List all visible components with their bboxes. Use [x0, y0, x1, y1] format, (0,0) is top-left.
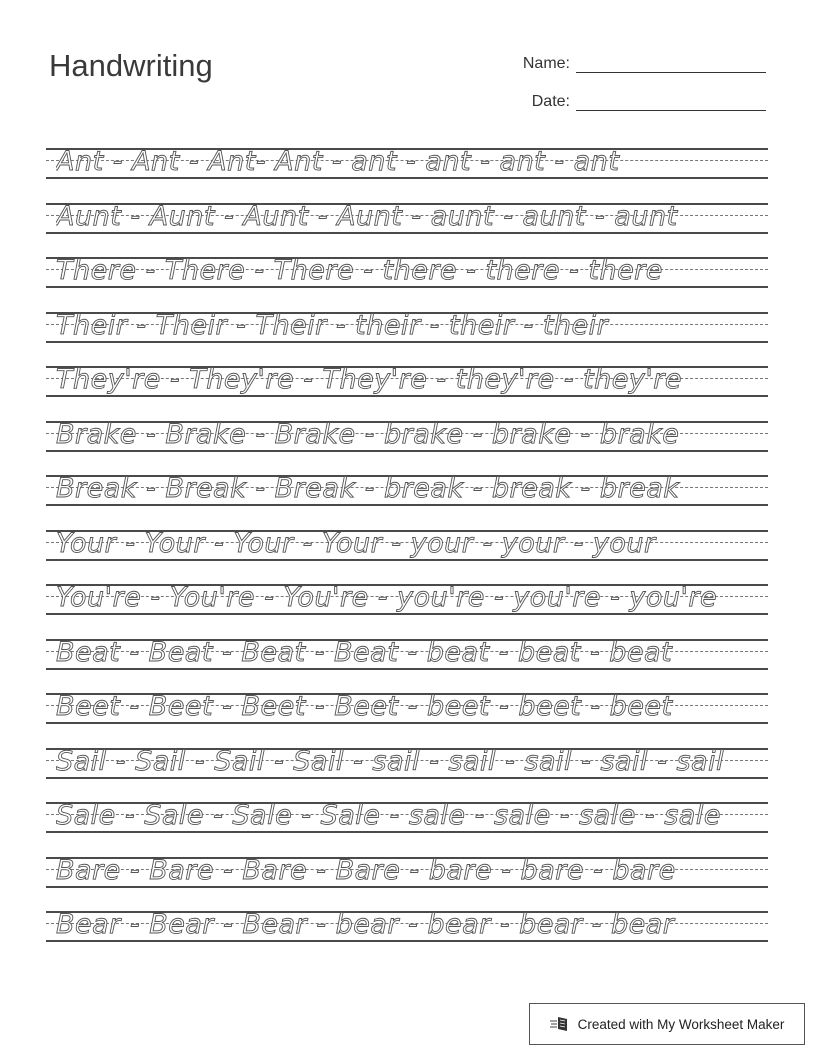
practice-row — [46, 366, 768, 421]
trace-text: Bare - Bare - Bare - Bare - bare - bare - bare — [56, 854, 676, 886]
date-line[interactable] — [576, 92, 766, 111]
trace-text: Their - Their - Their - their - their - their — [56, 309, 609, 341]
trace-text: Break - Break - Break - break - break - break — [56, 473, 680, 504]
trace-text: They're - They're - They're - they're - they're — [56, 364, 682, 395]
worksheet-maker-logo-icon — [550, 1016, 572, 1032]
practice-row — [46, 200, 768, 258]
practice-row — [46, 309, 768, 367]
practice-row — [46, 636, 768, 694]
trace-text: Your - Your - Your - Your - your - your - your — [56, 527, 656, 559]
trace-text: You're - You're - You're - you're - you're - you're — [56, 582, 718, 613]
practice-row — [46, 911, 768, 966]
practice-row — [46, 527, 768, 585]
trace-text: Sale - Sale - Sale - Sale - sale - sale - sale - sale — [56, 800, 721, 831]
practice-row — [46, 475, 768, 530]
handwriting-rows — [46, 148, 768, 966]
trace-text: Beet - Beet - Beet - Beet - beet - beet - beet — [56, 691, 673, 722]
date-field[interactable] — [510, 92, 766, 111]
footer-text: Created with My Worksheet Maker — [577, 1016, 785, 1032]
practice-row — [46, 802, 768, 857]
practice-row — [46, 418, 768, 476]
practice-row — [46, 584, 768, 639]
page-title: Handwriting — [49, 48, 213, 83]
practice-row — [46, 693, 768, 748]
trace-text: Beat - Beat - Beat - Beat - beat - beat - beat — [56, 636, 673, 668]
trace-text: Bear - Bear - Bear - bear - bear - bear - bear — [56, 909, 675, 940]
trace-text: Sail - Sail - Sail - Sail - sail - sail - sail - sail - sail — [56, 745, 725, 777]
practice-row — [46, 148, 768, 203]
trace-text: Brake - Brake - Brake - brake - brake - brake — [56, 418, 680, 450]
trace-text: There - There - There - there - there - there — [56, 255, 663, 286]
trace-text: Aunt - Aunt - Aunt - Aunt - aunt - aunt - aunt — [56, 200, 678, 232]
trace-text: Ant - Ant - Ant- Ant - ant - ant - ant - ant — [56, 146, 620, 177]
name-line[interactable] — [576, 54, 766, 73]
date-label: Date: — [531, 93, 570, 110]
name-label: Name: — [522, 55, 570, 72]
worksheet-maker-badge[interactable] — [529, 1003, 805, 1045]
practice-row — [46, 257, 768, 312]
name-field[interactable] — [510, 54, 766, 73]
practice-row — [46, 854, 768, 912]
practice-row — [46, 745, 768, 803]
